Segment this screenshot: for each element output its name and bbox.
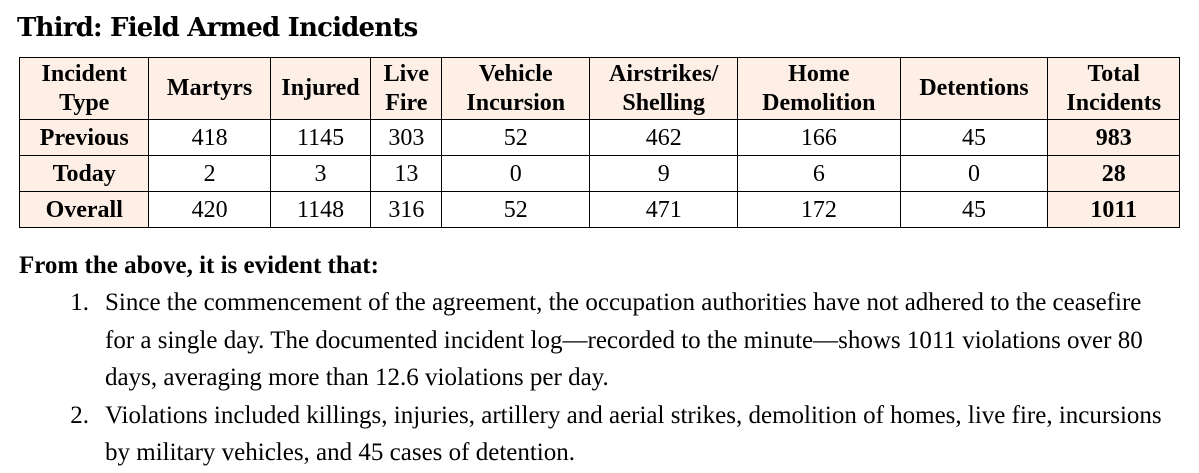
list-item xyxy=(70,284,1175,397)
table-row xyxy=(20,120,1180,156)
page-title: Third: Field Armed Incidents xyxy=(17,13,418,43)
header-live-fire: Live Fire xyxy=(371,58,442,120)
cell-home-demolition: 166 xyxy=(738,120,900,156)
header-injured: Injured xyxy=(270,58,371,120)
header-total-incidents: Total Incidents xyxy=(1048,58,1180,120)
list-item-number: 2. xyxy=(70,401,89,429)
table-header-row xyxy=(20,58,1180,120)
row-label: Previous xyxy=(20,120,149,156)
table-row xyxy=(20,156,1180,192)
cell-injured: 1148 xyxy=(270,192,371,228)
cell-martyrs: 2 xyxy=(149,156,270,192)
list-item xyxy=(70,397,1175,472)
table-row xyxy=(20,192,1180,228)
cell-vehicle-incursion: 0 xyxy=(442,156,590,192)
cell-home-demolition: 6 xyxy=(738,156,900,192)
cell-detentions: 0 xyxy=(900,156,1048,192)
header-martyrs: Martyrs xyxy=(149,58,270,120)
header-detentions: Detentions xyxy=(900,58,1048,120)
cell-martyrs: 420 xyxy=(149,192,270,228)
cell-vehicle-incursion: 52 xyxy=(442,192,590,228)
cell-airstrikes-shelling: 471 xyxy=(590,192,738,228)
cell-total: 983 xyxy=(1048,120,1180,156)
header-home-demolition: Home Demolition xyxy=(738,58,900,120)
cell-total: 28 xyxy=(1048,156,1180,192)
cell-detentions: 45 xyxy=(900,120,1048,156)
incidents-table xyxy=(19,57,1180,228)
cell-injured: 1145 xyxy=(270,120,371,156)
cell-airstrikes-shelling: 462 xyxy=(590,120,738,156)
row-label: Today xyxy=(20,156,149,192)
cell-home-demolition: 172 xyxy=(738,192,900,228)
cell-live-fire: 303 xyxy=(371,120,442,156)
list-item-number: 1. xyxy=(70,289,89,316)
row-label: Overall xyxy=(20,192,149,228)
summary-heading: From the above, it is evident that: xyxy=(19,252,379,279)
cell-live-fire: 316 xyxy=(371,192,442,228)
findings-list xyxy=(70,284,1175,472)
list-item-text: Since the commencement of the agreement, the occupation authorities have not adhered to the ceasefire for a single day. The documented incident log—recorded to the minute—shows 1011 violations over 80 days, averaging more than 12.6 violations per day. xyxy=(105,289,1143,391)
cell-airstrikes-shelling: 9 xyxy=(590,156,738,192)
cell-detentions: 45 xyxy=(900,192,1048,228)
cell-live-fire: 13 xyxy=(371,156,442,192)
list-item-text: Violations included killings, injuries, artillery and aerial strikes, demolition of homes, live fire, incursions by military vehicles, and 45 cases of detention. xyxy=(105,401,1162,466)
cell-injured: 3 xyxy=(270,156,371,192)
header-incident-type: Incident Type xyxy=(20,58,149,120)
cell-martyrs: 418 xyxy=(149,120,270,156)
cell-total: 1011 xyxy=(1048,192,1180,228)
header-vehicle-incursion: Vehicle Incursion xyxy=(442,58,590,120)
header-airstrikes-shelling: Airstrikes/ Shelling xyxy=(590,58,738,120)
cell-vehicle-incursion: 52 xyxy=(442,120,590,156)
